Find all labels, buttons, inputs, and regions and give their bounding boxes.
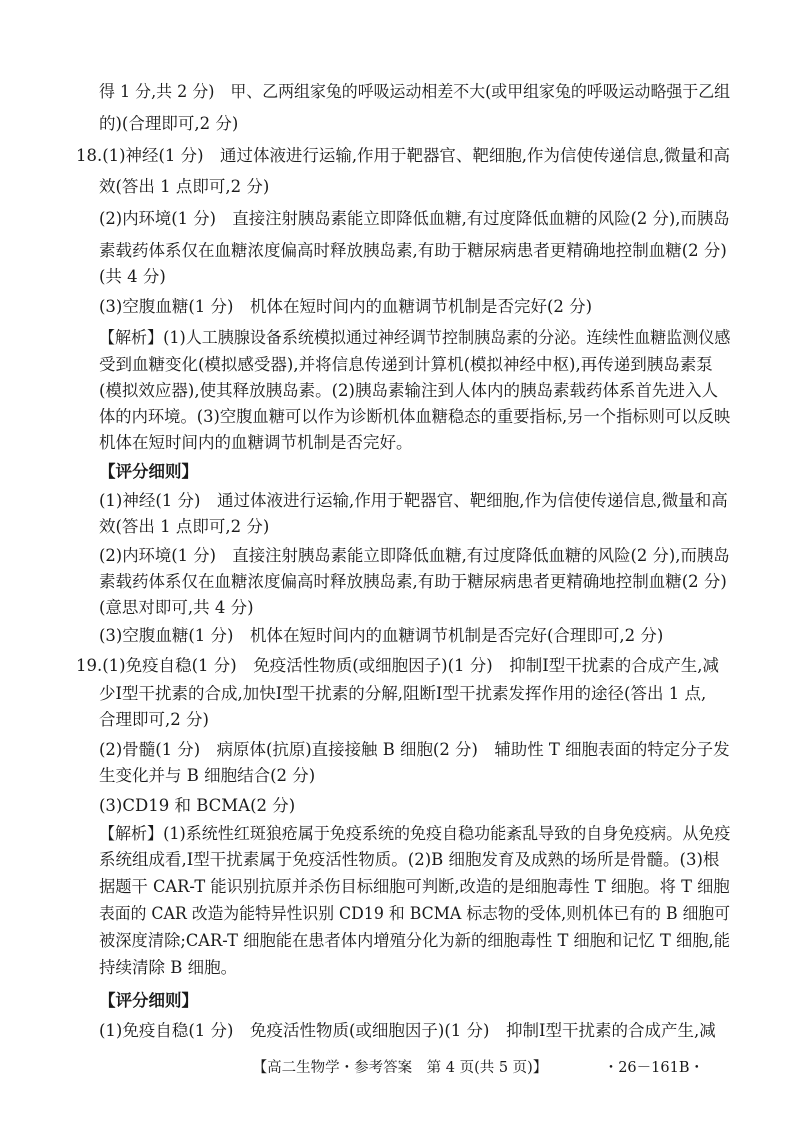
scoring-rules-heading: 【评分细则】 [99,991,198,1010]
text-line: 生变化并与 B 细胞结合(2 分) [99,766,316,785]
text-line: 少Ⅰ型干扰素的合成,加快Ⅰ型干扰素的分解,阻断Ⅰ型干扰素发挥作用的途径(答出 1 点, [99,684,707,703]
text-line: 得 1 分,共 2 分) 甲、乙两组家兔的呼吸运动相差不大(或甲组家兔的呼吸运动略强于乙组 [99,82,731,101]
question-18-heading: 18.(1)神经(1 分) 通过体液进行运输,作用于靶器官、靶细胞,作为信使传递信息,微量和高 [76,146,730,165]
question-19-heading: 19.(1)免疫自稳(1 分) 免疫活性物质(或细胞因子)(1 分) 抑制Ⅰ型干扰素的合成产生,减 [76,656,719,675]
text-line: (2)内环境(1 分) 直接注射胰岛素能立即降低血糖,有过度降低血糖的风险(2 分),而胰岛 [99,546,730,565]
text-line: 被深度清除;CAR-T 细胞能在患者体内增殖分化为新的细胞毒性 T 细胞和记忆 T 细胞,能 [99,931,730,950]
document-code: ・26－161B・ [603,1060,704,1076]
text-line: 效(答出 1 点即可,2 分) [99,517,270,536]
text-line: (3)CD19 和 BCMA(2 分) [99,796,296,815]
text-line: (3)空腹血糖(1 分) 机体在短时间内的血糖调节机制是否完好(2 分) [99,297,593,316]
text-line: 素载药体系仅在血糖浓度偏高时释放胰岛素,有助于糖尿病患者更精确地控制血糖(2 分) [99,241,727,260]
text-line: (2)内环境(1 分) 直接注射胰岛素能立即降低血糖,有过度降低血糖的风险(2 分),而胰岛 [99,209,730,228]
text-line: 机体在短时间内的血糖调节机制是否完好。 [99,433,413,452]
text-line: (2)骨髓(1 分) 病原体(抗原)直接接触 B 细胞(2 分) 辅助性 T 细胞表面的特定分子发 [99,740,730,759]
text-line: 素载药体系仅在血糖浓度偏高时释放胰岛素,有助于糖尿病患者更精确地控制血糖(2 分) [99,572,727,591]
text-line: 的)(合理即可,2 分) [99,114,239,133]
text-line: 合理即可,2 分) [99,710,209,729]
analysis-paragraph: 【解析】(1)系统性红斑狼疮属于免疫系统的免疫自稳功能紊乱导致的自身免疫病。从免疫 [99,824,731,843]
text-line: 系统组成看,Ⅰ型干扰素属于免疫活性物质。(2)B 细胞发育及成熟的场所是骨髓。(3)根 [99,850,720,869]
text-line: (1)免疫自稳(1 分) 免疫活性物质(或细胞因子)(1 分) 抑制Ⅰ型干扰素的合成产生,减 [99,1021,716,1040]
text-line: (意思对即可,共 4 分) [99,598,254,617]
analysis-paragraph: 【解析】(1)人工胰腺设备系统模拟通过神经调节控制胰岛素的分泌。连续性血糖监测仪感 [99,328,731,347]
text-line: (模拟效应器),使其释放胰岛素。(2)胰岛素输注到人体内的胰岛素载药体系首先进入人 [99,381,718,400]
page-footer: 【高二生物学・参考答案 第 4 页(共 5 页)】 [252,1060,548,1076]
text-line: (共 4 分) [99,267,166,286]
scoring-rules-heading: 【评分细则】 [99,462,198,481]
text-line: 效(答出 1 点即可,2 分) [99,177,270,196]
text-line: 体的内环境。(3)空腹血糖可以作为诊断机体血糖稳态的重要指标,另一个指标则可以反映 [99,407,731,426]
text-line: (1)神经(1 分) 通过体液进行运输,作用于靶器官、靶细胞,作为信使传递信息,微量和高 [99,491,728,510]
text-line: 持续清除 B 细胞。 [99,958,238,977]
text-line: 表面的 CAR 改造为能特异性识别 CD19 和 BCMA 标志物的受体,则机体已有的 B 细胞可 [99,904,731,923]
text-line: 受到血糖变化(模拟感受器),并将信息传递到计算机(模拟神经中枢),再传递到胰岛素泵 [99,355,713,374]
text-line: (3)空腹血糖(1 分) 机体在短时间内的血糖调节机制是否完好(合理即可,2 分) [99,626,664,645]
text-line: 据题干 CAR-T 能识别抗原并杀伤目标细胞可判断,改造的是细胞毒性 T 细胞。将 T 细胞 [99,877,730,896]
